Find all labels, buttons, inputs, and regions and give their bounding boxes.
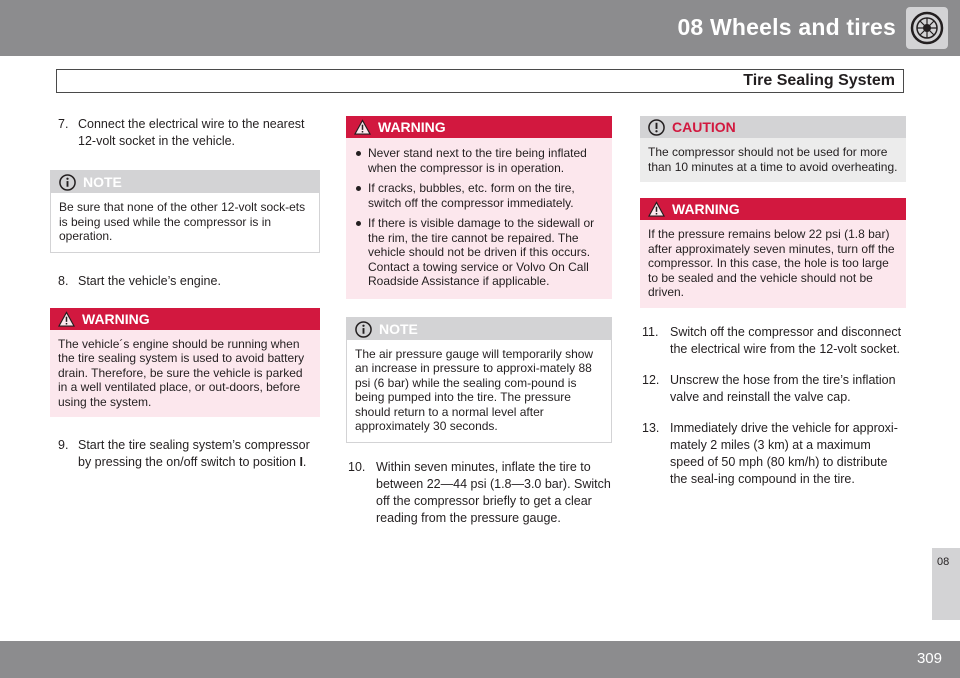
warning-heading: WARNING: [82, 310, 150, 327]
warning-bullets: [346, 138, 612, 299]
warning-header: [50, 308, 320, 330]
warning-header: [640, 198, 906, 220]
warning-bullet: If there is visible damage to the sidewall or the rim, the tire cannot be repaired. The vehicle should not be driven if this occurs. Contact a towing service or Volvo On Call Roadside Assistance if applicable.: [354, 216, 604, 289]
caution-text: The compressor should not be used for more than 10 minutes at a time to avoid overheating.: [640, 138, 906, 182]
note-heading: NOTE: [83, 174, 122, 190]
info-icon: [59, 174, 76, 191]
chapter-title: 08 Wheels and tires: [677, 14, 896, 40]
step-text: Switch off the compressor and disconnect the electrical wire from the 12-volt socket.: [670, 324, 902, 356]
step-number: 13.: [642, 420, 660, 435]
warning-triangle-icon: [648, 201, 665, 218]
step-8: [50, 273, 320, 290]
warning-text: The vehicle´s engine should be running when the tire sealing system is used to avoid battery drain. Therefore, be sure the vehicle is parked in a well ventilated place, or out-doors, before using the system.: [50, 330, 320, 418]
warning-triangle-icon: [58, 311, 75, 328]
column-1: [50, 116, 320, 485]
note-box: [50, 170, 320, 253]
step-number: 10.: [348, 459, 366, 474]
warning-box: [346, 116, 612, 299]
column-3: [640, 116, 906, 502]
step-number: 11.: [642, 324, 659, 339]
step-12: [640, 372, 906, 406]
warning-heading: WARNING: [378, 119, 446, 135]
page-number: 309: [916, 650, 942, 667]
column-2: [346, 116, 612, 541]
step-text: Immediately drive the vehicle for approxi-mately 2 miles (3 km) at a maximum speed of 50 mph (80 km/h) to distribute the seal-ing compound in the tire.: [670, 420, 898, 486]
warning-header: [346, 116, 612, 138]
warning-bullet: Never stand next to the tire being inflated when the compressor is in operation.: [354, 146, 604, 175]
step-text: Start the tire sealing system’s compressor by pressing the on/off switch to position: [78, 438, 310, 469]
page-footer: [0, 641, 960, 678]
note-text: Be sure that none of the other 12-volt sock-ets is being used while the compressor is in operation.: [51, 193, 319, 252]
side-tab-label: 08: [937, 556, 950, 568]
step-number: 7.: [58, 117, 69, 131]
note-text: The air pressure gauge will temporarily show an increase in pressure to approxi-mately 88 psi (6 bar) while the sealing com-pound is being pumped into the tire. The pressure should return to a normal level after approximately 30 seconds.: [347, 340, 611, 442]
step-number: 9.: [58, 438, 69, 452]
step-number: 8.: [58, 273, 69, 288]
caution-heading: CAUTION: [672, 119, 736, 135]
exclamation-icon: [648, 119, 665, 136]
step-text: Start the vehicle’s engine.: [78, 273, 221, 288]
tire-icon: [906, 7, 948, 49]
step-text: Within seven minutes, inflate the tire to between 22—44 psi (1.8—3.0 bar). Switch off the compressor briefly to get a clear reading from the pressure gauge.: [376, 459, 611, 525]
step-end: .: [302, 455, 307, 469]
note-header: [51, 171, 319, 193]
note-header: [347, 318, 611, 340]
step-13: [640, 420, 906, 488]
step-number: 12.: [642, 372, 660, 387]
warning-triangle-icon: [354, 119, 371, 136]
step-10: [346, 459, 612, 527]
info-icon: [355, 321, 372, 338]
caution-box: [640, 116, 906, 182]
section-bar: [56, 69, 904, 93]
step-text: Unscrew the hose from the tire’s inflation valve and reinstall the valve cap.: [670, 372, 896, 404]
caution-header: [640, 116, 906, 138]
switch-position: I: [299, 455, 303, 469]
note-heading: NOTE: [379, 320, 418, 337]
warning-heading: WARNING: [672, 201, 740, 217]
step-7: [50, 116, 320, 150]
step-text: Connect the electrical wire to the nearest 12-volt socket in the vehicle.: [78, 117, 305, 148]
note-box: [346, 317, 612, 443]
warning-box: [50, 308, 320, 418]
warning-box: [640, 198, 906, 308]
warning-text: If the pressure remains below 22 psi (1.8 bar) after approximately seven minutes, turn off the compressor. In this case, the hole is too large to be sealed and the vehicle should not be driven.: [640, 220, 906, 308]
section-title: Tire Sealing System: [743, 72, 895, 89]
warning-bullet: If cracks, bubbles, etc. form on the tire, switch off the compressor immediately.: [354, 181, 604, 210]
step-11: [640, 324, 906, 358]
step-9: [50, 437, 320, 471]
